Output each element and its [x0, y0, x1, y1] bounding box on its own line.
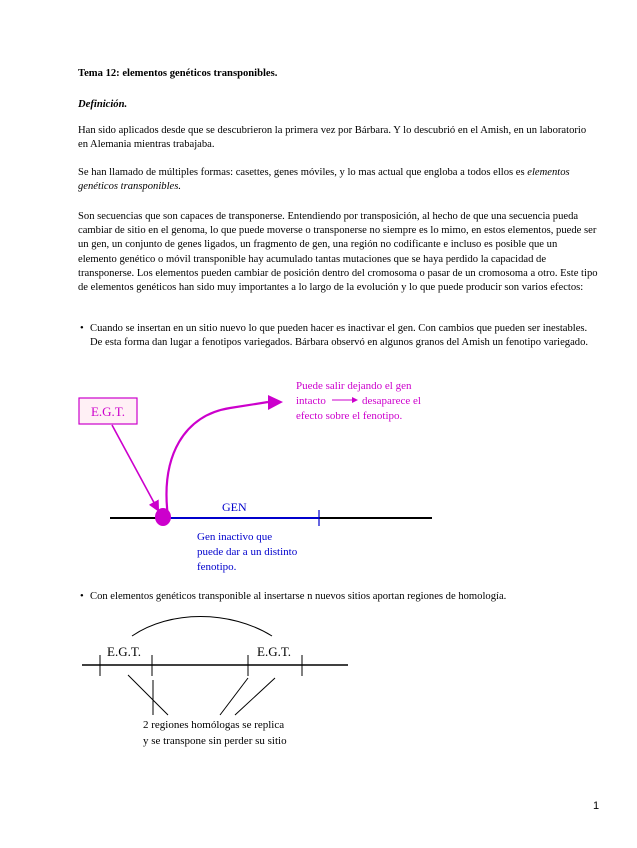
- note-line-2a: intacto: [296, 395, 326, 407]
- note-line-3: efecto sobre el fenotipo.: [296, 410, 403, 422]
- insertion-arrow: [112, 425, 158, 510]
- paragraph-2-emphasis: elementos genéticos transponibles.: [78, 167, 570, 193]
- bullet-item-1: • Cuando se insertan en un sitio nuevo lo que pueden hacer es inactivar el gen. Con cambios que pueden ser inestables. De esta forma dan lugar a fenotipos variegados. Bárbara observó en algunos granos del Amish un fenotipo variegado.: [80, 322, 600, 350]
- inactive-line-3: fenotipo.: [197, 561, 237, 573]
- egt-left-label: E.G.T.: [107, 644, 142, 659]
- pointer-line-3: [220, 678, 248, 715]
- section-heading: Definición.: [78, 99, 128, 110]
- insertion-site: [155, 508, 171, 526]
- pointer-line-4: [235, 678, 275, 715]
- note-arrow-head: [352, 397, 358, 403]
- bullet-item-2: • Con elementos genéticos transponible al insertarse n nuevos sitios aportan regiones de homología.: [80, 590, 600, 604]
- inactive-line-2: puede dar a un distinto: [197, 546, 298, 558]
- page-number: 1: [593, 800, 600, 812]
- pointer-line-1: [128, 675, 168, 715]
- egt-label: E.G.T.: [90, 404, 126, 419]
- inactive-line-1: Gen inactivo que: [197, 531, 273, 543]
- note-line-2b: desaparece el: [362, 395, 421, 407]
- paragraph-2-text: Se han llamado de múltiples formas: casettes, genes móviles, y lo mas actual que engloba a todos ellos es: [78, 167, 528, 178]
- bullet-list-2: [80, 590, 600, 604]
- egt-right-label: E.G.T.: [257, 644, 292, 659]
- note-line-1: Puede salir dejando el gen: [296, 380, 412, 392]
- excision-arrowhead: [268, 395, 283, 410]
- caption-line-1: 2 regiones homólogas se replica: [143, 719, 285, 731]
- page-title: Tema 12: elementos genéticos transponibles.: [78, 68, 278, 79]
- excision-arrow: [167, 402, 268, 517]
- paragraph-1: Han sido aplicados desde que se descubrieron la primera vez por Bárbara. Y lo descubrió en el Amish, en un laboratorio en Alemania mientras trabajaba.: [78, 125, 587, 151]
- homology-arc: [132, 617, 272, 637]
- caption-line-2: y se transpone sin perder su sitio: [143, 735, 287, 747]
- gen-label: GEN: [222, 500, 247, 514]
- paragraph-3: Son secuencias que son capaces de transponerse. Entendiendo por transposición, al hecho de que una secuencia pueda cambiar de sitio en el genoma, lo que puede moverse o transponerse no siempre es lo mimo, en estos elementos, puede ser un gen, un conjunto de genes ligados, un fragmento de gen, una región no codificante e incluso es posible que un elemento genético o móvil transponible hay acumulado tantas mutaciones que se haya perdido la capacidad de transponerse. Los elementos pueden cambiar de posición dentro del cromosoma o pasar de un cromosoma a otro. Este tipo de elementos genéticos han sido muy importantes a lo largo de la evolución y lo que puede producir son varios efectos:: [78, 211, 598, 294]
